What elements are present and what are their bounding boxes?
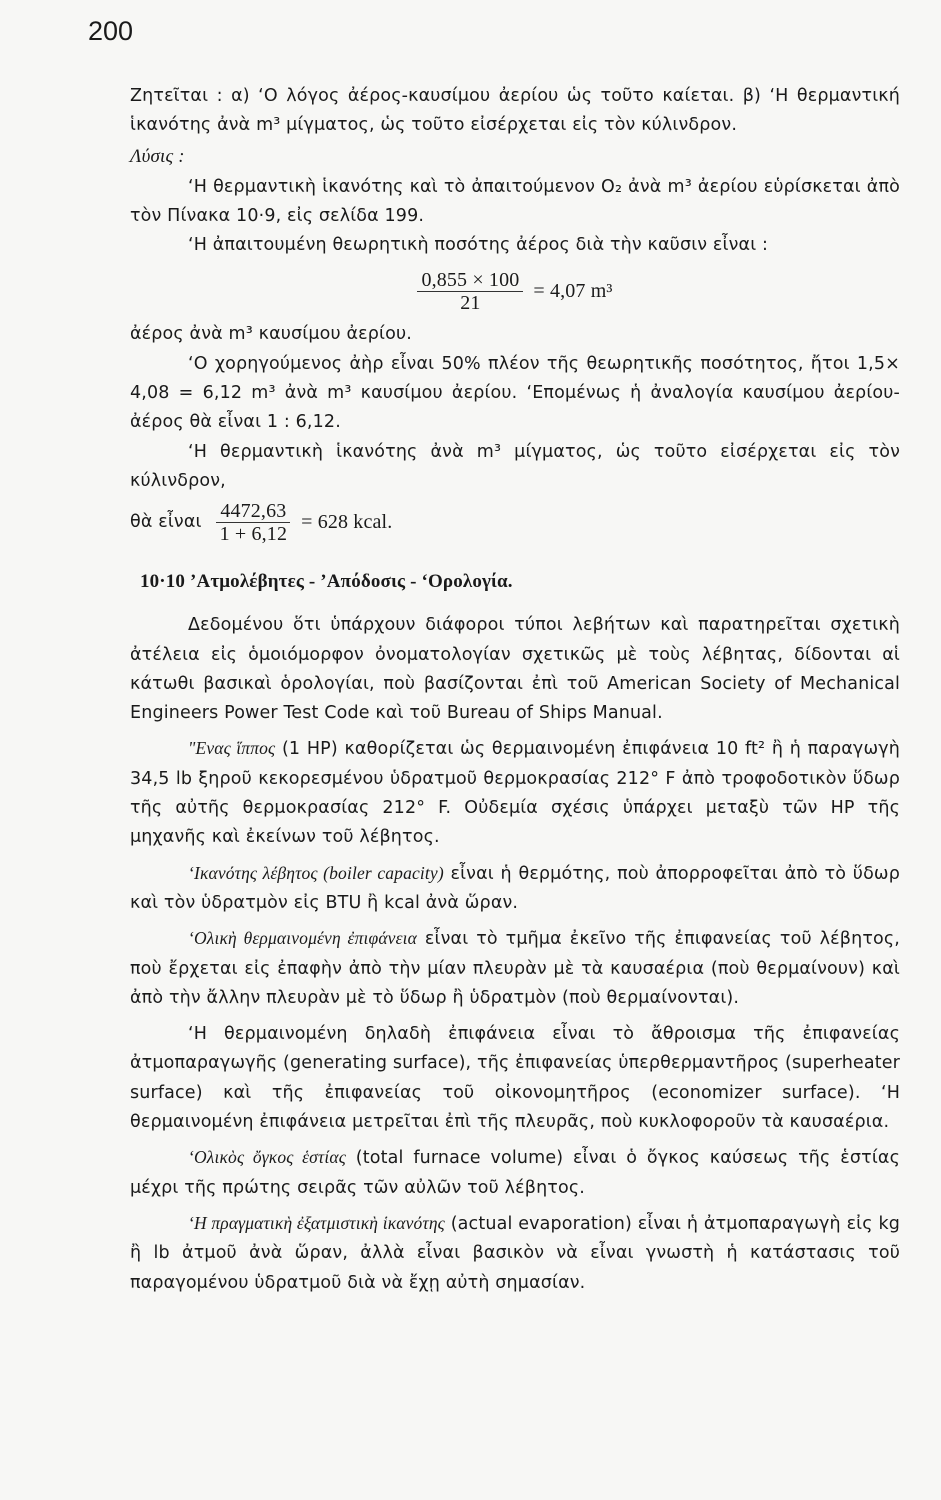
section-paragraph: [130, 924, 900, 1013]
equation-result: = 628 kcal.: [301, 510, 393, 533]
section-paragraph: [130, 610, 900, 728]
paragraph-text: Δεδομένου ὅτι ὑπάρχουν διάφοροι τύποι λεβήτων καὶ παρατηρεῖται σχετικὴ ἀτέλεια εἰς ὁμοιόμορφον ὀνοματολογίαν σχετικῶς μὲ τοὺς λέβητας, δίδονται αἱ κάτωθι βασικαὶ ὁρολογίαι, ποὺ βασίζονται ἐπὶ τοῦ American Society of Mechanical Engineers Power Test Code καὶ τοῦ Bureau of Ships Manual.: [130, 615, 900, 724]
fraction-denominator: 1 + 6,12: [219, 522, 288, 545]
equation-lead-text: θὰ εἶναι: [130, 511, 202, 532]
paragraph-text: (actual evaporation) εἶναι ἡ ἀτμοπαραγωγὴ εἰς kg ἢ lb ἀτμοῦ ἀνὰ ὥραν, ἀλλὰ εἶναι βασικὸν νὰ εἶναι γνωστὴ ἡ κατάστασις τοῦ παραγομένου ὑδρατμοῦ διὰ νὰ ἔχῃ αὐτὴ σημασίαν.: [130, 1213, 900, 1293]
fraction-numerator: 4472,63: [216, 500, 290, 523]
paragraph-text: (1 HP) καθορίζεται ὡς θερμαινομένη ἐπιφάνεια 10 ft² ἢ ἡ παραγωγὴ 34,5 lb ξηροῦ κεκορεσμένου ὑδρατμοῦ θερμοκρασίας 212° F ἀπὸ τροφοδοτικὸν ὕδωρ τῆς αὐτῆς θερμοκρασίας 212° F. Οὐδεμία σχέσις ὑπάρχει μεταξὺ τῶν HP τῆς μηχανῆς καὶ ἐκείνων τοῦ λέβητος.: [130, 739, 900, 848]
section-heading: 10·10 ’Ατμολέβητες - ’Απόδοσις - ‘Ορολογία.: [140, 571, 513, 593]
fraction: [216, 500, 291, 545]
heating-value-text: ‘Η θερμαντικὴ ἱκανότης ἀνὰ m³ μίγματος, ὡς τοῦτο εἰσέρχεται εἰς τὸν κύλινδρον,: [130, 441, 900, 491]
section-paragraph: [130, 1143, 900, 1203]
paragraph-text: (total furnace volume) εἶναι ὁ ὄγκος καύσεως τῆς ἑστίας μέχρι τῆς πρώτης σειρᾶς τῶν αὐλῶν τοῦ λέβητος.: [130, 1148, 900, 1198]
defined-term: ‘Η πραγματικὴ ἐξατμιστικὴ ἱκανότης: [188, 1212, 445, 1233]
solution-label: Λύσις :: [130, 145, 185, 167]
paragraph-text: εἶναι τὸ τμῆμα ἐκεῖνο τῆς ἐπιφανείας τοῦ λέβητος, ποὺ ἔρχεται εἰς ἐπαφὴν ἀπὸ τὴν μίαν πλευρὰν μὲ τὰ καυσαέρια (ποὺ θερμαίνουν) καὶ ἀπὸ τὴν ἄλλην πλευρὰν μὲ τὸ ὕδωρ ἢ ὑδρατμὸν (ποὺ θερμαίνονται).: [130, 929, 901, 1008]
defined-term: ‘Ικανότης λέβητος (boiler capacity): [188, 862, 444, 883]
equation-heating-value: [130, 494, 900, 550]
fraction-numerator: 0,855 × 100: [417, 269, 523, 292]
problem-question: Ζητεῖται : α) ‘Ο λόγος ἀέρος-καυσίμου ἀερίου ὡς τοῦτο καίεται. β) ‘Η θερμαντική ἱκανότης ἀνὰ m³ μίγματος, ὡς τοῦτο εἰσέρχεται εἰς τὸν κύλινδρον.: [130, 86, 900, 136]
supplied-air-text: ‘Ο χορηγούμενος ἀὴρ εἶναι 50% πλέον τῆς θεωρητικῆς ποσότητος, ἤτοι 1,5× 4,08 = 6,12 m³ ἀνὰ m³ καυσίμου ἀερίου. ‘Επομένως ἡ ἀναλογία καυσίμου ἀερίου-ἀέρος θὰ εἶναι 1 : 6,12.: [130, 353, 900, 433]
section-paragraph: [130, 859, 900, 919]
fraction: [417, 269, 523, 314]
equation-theoretical-air: [130, 266, 900, 316]
paragraph-text: ‘Η θερμαινομένη δηλαδὴ ἐπιφάνεια εἶναι τὸ ἄθροισμα τῆς ἐπιφανείας ἀτμοπαραγωγῆς (generating surface), τῆς ἐπιφανείας ὑπερθερμαντῆρος (superheater surface) καὶ τῆς ἐπιφανείας τοῦ οἰκονομητῆρος (economizer surface). ‘Η θερμαινομένη ἐπιφάνεια μετρεῖται ἐπὶ τῆς πλευρᾶς, ποὺ κυκλοφοροῦν τὰ καυσαέρια.: [130, 1024, 900, 1133]
equation-result: = 4,07 m³: [533, 279, 613, 302]
defined-term: "Ενας ἵππος: [188, 738, 276, 759]
defined-term: ‘Ολικὴ θερμαινομένη ἐπιφάνεια: [188, 928, 417, 949]
section-paragraph: [130, 1019, 900, 1137]
theoretical-air-text: ‘Η ἀπαιτουμένη θεωρητικὴ ποσότης ἀέρος διὰ τὴν καῦσιν εἶναι :: [188, 235, 769, 256]
page-content: [130, 82, 900, 1304]
defined-term: ‘Ολικὸς ὄγκος ἑστίας: [188, 1147, 346, 1168]
paragraph-text: εἶναι ἡ θερμότης, ποὺ ἀπορροφεῖται ἀπὸ τὸ ὕδωρ καὶ τὸν ὑδρατμὸν εἰς BTU ἢ kcal ἀνὰ ὥραν.: [130, 863, 900, 913]
page-number: 200: [88, 16, 134, 46]
solution-intro: ‘Η θερμαντικὴ ἱκανότης καὶ τὸ ἀπαιτούμενον O₂ ἀνὰ m³ ἀερίου εὑρίσκεται ἀπὸ τὸν Πίνακα 10·9, εἰς σελίδα 199.: [130, 176, 900, 226]
section-paragraph: [130, 1209, 900, 1298]
fraction-denominator: 21: [460, 291, 481, 314]
eq1-after-text: ἀέρος ἀνὰ m³ καυσίμου ἀερίου.: [130, 324, 412, 345]
section-body: [130, 610, 900, 1298]
section-paragraph: [130, 734, 900, 852]
